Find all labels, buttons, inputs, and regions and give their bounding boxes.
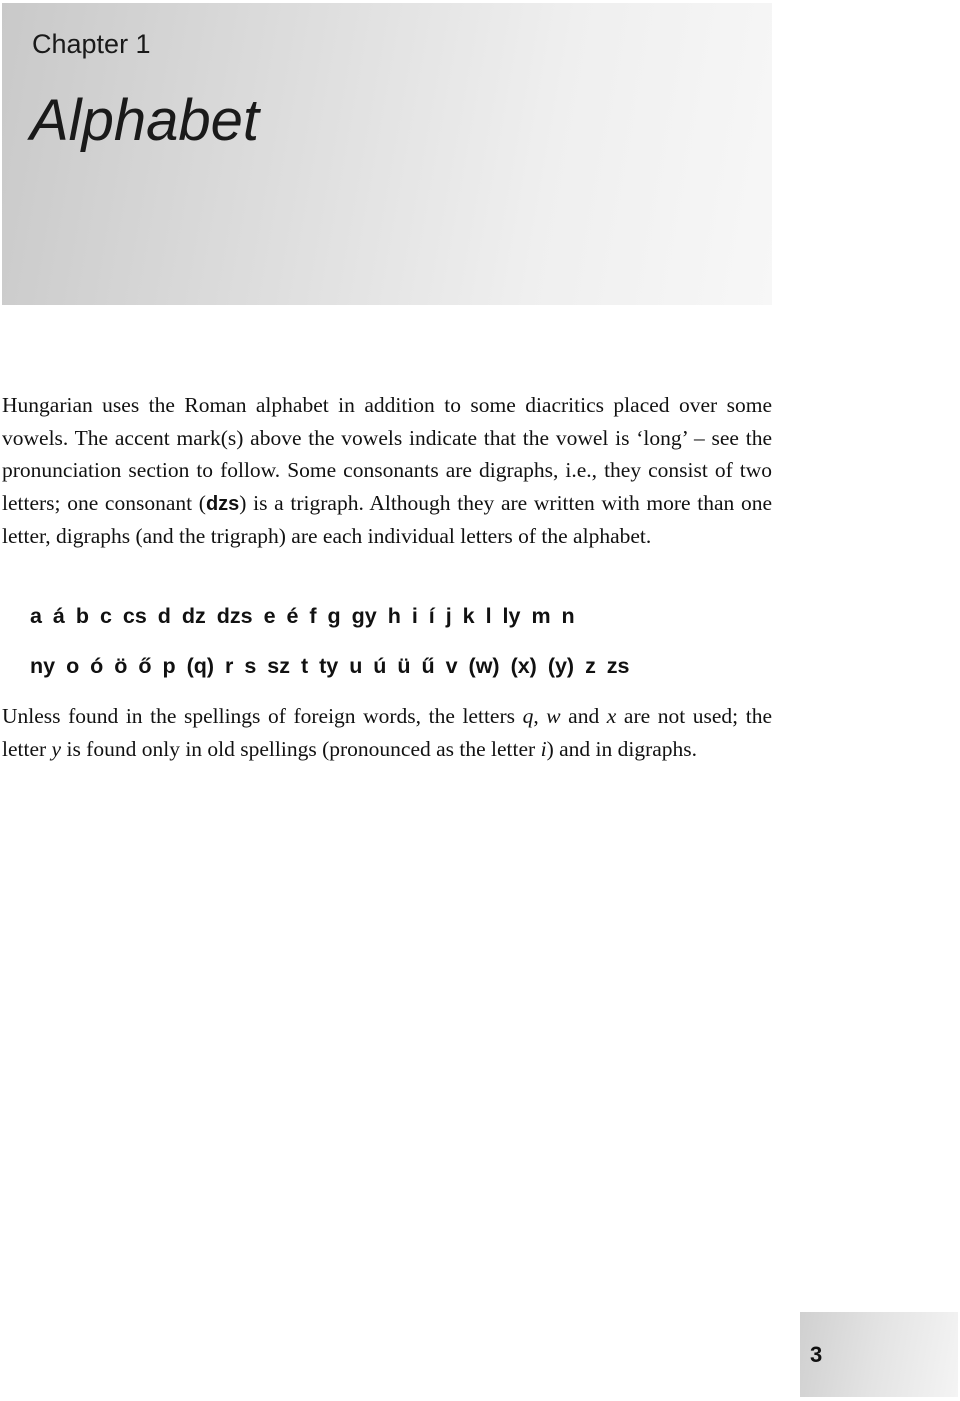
outro-text-5: is found only in old spellings (pronounced as the letter [61, 736, 541, 761]
outro-text-3: and [560, 704, 607, 728]
intro-paragraph [2, 389, 772, 553]
outro-paragraph [2, 700, 772, 765]
outro-text-2: , [533, 704, 547, 728]
letter-q: q [522, 704, 534, 728]
outro-text-1: Unless found in the spellings of foreign words, the letters [2, 704, 523, 728]
letter-i: i [540, 736, 547, 761]
outro-text-6: ) and in digraphs. [546, 736, 698, 761]
letter-y: y [51, 736, 62, 761]
page-number-box [800, 1312, 958, 1397]
outro-text-4: are not used; the letter [2, 704, 772, 761]
alphabet-row-2: ny o ó ö ő p (q) r s sz t ty u ú ü ű v (w) (x) (y) z zs [30, 654, 630, 678]
letter-x: x [606, 704, 617, 728]
page-number: 3 [810, 1342, 823, 1367]
chapter-title: Alphabet [30, 88, 259, 153]
intro-text-part2: ) is a trigraph. Although they are written with more than one letter, digraphs (and the trigraph) are each individual letters of the alphabet. [2, 490, 772, 549]
letter-w: w [546, 704, 561, 728]
trigraph-term: dzs [205, 492, 240, 515]
intro-text-part1: Hungarian uses the Roman alphabet in addition to some diacritics placed over some vowels. The accent mark(s) above the vowels indicate that the vowel is ‘long’ – see the pronunciation section to follow. Some consonants are digraphs, i.e., they consist of two letters; one consonant ( [2, 393, 772, 515]
chapter-label: Chapter 1 [32, 29, 151, 59]
chapter-header-banner [2, 3, 772, 305]
alphabet-row-1: a á b c cs d dz dzs e é f g gy h i í j k l ly m n [30, 604, 575, 628]
